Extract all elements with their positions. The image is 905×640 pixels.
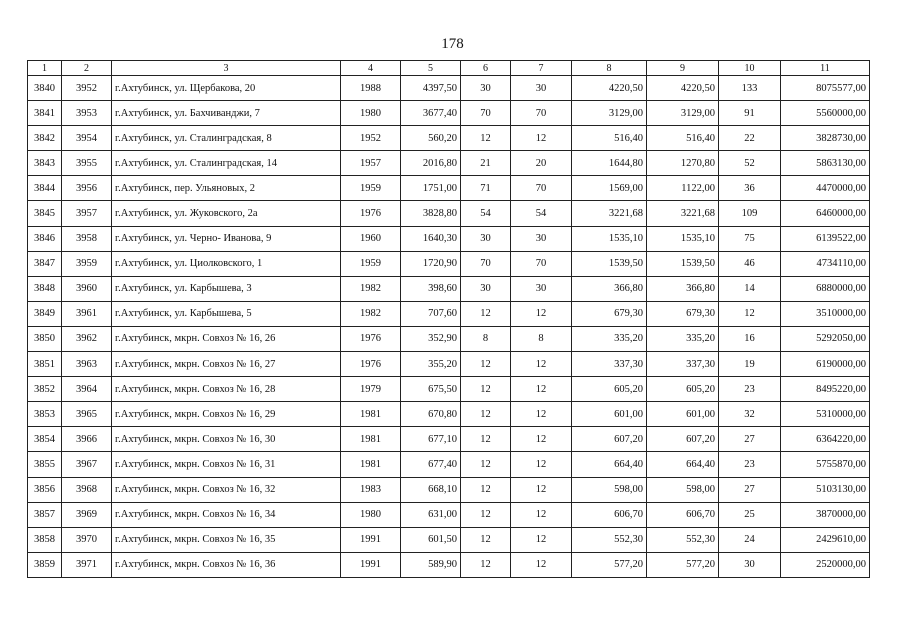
area-cell: 1644,80 xyxy=(572,151,647,176)
area-cell: 355,20 xyxy=(401,352,461,377)
record-id-cell: 3954 xyxy=(62,126,112,151)
value-cell: 12 xyxy=(511,527,572,552)
count-cell: 27 xyxy=(719,477,781,502)
amount-cell: 3828730,00 xyxy=(781,126,870,151)
table-row xyxy=(28,176,870,201)
year-cell: 1988 xyxy=(341,76,401,101)
count-cell: 75 xyxy=(719,226,781,251)
amount-cell: 6190000,00 xyxy=(781,352,870,377)
area-cell: 707,60 xyxy=(401,301,461,326)
amount-cell: 8495220,00 xyxy=(781,377,870,402)
table-row xyxy=(28,226,870,251)
value-cell: 12 xyxy=(461,552,511,577)
table-row xyxy=(28,552,870,577)
table-header-row xyxy=(28,61,870,76)
year-cell: 1959 xyxy=(341,176,401,201)
count-cell: 24 xyxy=(719,527,781,552)
row-number-cell: 3852 xyxy=(28,377,62,402)
address-cell: г.Ахтубинск, ул. Жуковского, 2а xyxy=(112,201,341,226)
address-cell: г.Ахтубинск, ул. Сталинградская, 8 xyxy=(112,126,341,151)
area-cell: 1640,30 xyxy=(401,226,461,251)
area-cell: 560,20 xyxy=(401,126,461,151)
value-cell: 12 xyxy=(461,301,511,326)
count-cell: 23 xyxy=(719,377,781,402)
count-cell: 36 xyxy=(719,176,781,201)
record-id-cell: 3964 xyxy=(62,377,112,402)
record-id-cell: 3957 xyxy=(62,201,112,226)
record-id-cell: 3962 xyxy=(62,326,112,351)
record-id-cell: 3960 xyxy=(62,276,112,301)
area-cell: 4397,50 xyxy=(401,76,461,101)
address-cell: г.Ахтубинск, мкрн. Совхоз № 16, 31 xyxy=(112,452,341,477)
count-cell: 27 xyxy=(719,427,781,452)
column-header: 5 xyxy=(401,61,461,76)
record-id-cell: 3965 xyxy=(62,402,112,427)
value-cell: 30 xyxy=(511,276,572,301)
value-cell: 12 xyxy=(461,377,511,402)
row-number-cell: 3851 xyxy=(28,352,62,377)
row-number-cell: 3843 xyxy=(28,151,62,176)
value-cell: 12 xyxy=(461,477,511,502)
address-cell: г.Ахтубинск, мкрн. Совхоз № 16, 32 xyxy=(112,477,341,502)
year-cell: 1976 xyxy=(341,201,401,226)
row-number-cell: 3849 xyxy=(28,301,62,326)
area-cell: 677,10 xyxy=(401,427,461,452)
area-cell: 598,00 xyxy=(572,477,647,502)
count-cell: 25 xyxy=(719,502,781,527)
count-cell: 14 xyxy=(719,276,781,301)
address-cell: г.Ахтубинск, ул. Бахчиванджи, 7 xyxy=(112,101,341,126)
row-number-cell: 3855 xyxy=(28,452,62,477)
address-cell: г.Ахтубинск, мкрн. Совхоз № 16, 26 xyxy=(112,326,341,351)
area-cell: 1270,80 xyxy=(647,151,719,176)
year-cell: 1981 xyxy=(341,427,401,452)
amount-cell: 3870000,00 xyxy=(781,502,870,527)
table-row xyxy=(28,326,870,351)
address-cell: г.Ахтубинск, мкрн. Совхоз № 16, 29 xyxy=(112,402,341,427)
record-id-cell: 3966 xyxy=(62,427,112,452)
value-cell: 12 xyxy=(511,452,572,477)
amount-cell: 5560000,00 xyxy=(781,101,870,126)
year-cell: 1982 xyxy=(341,276,401,301)
amount-cell: 4470000,00 xyxy=(781,176,870,201)
address-cell: г.Ахтубинск, ул. Черно- Иванова, 9 xyxy=(112,226,341,251)
area-cell: 605,20 xyxy=(647,377,719,402)
value-cell: 54 xyxy=(511,201,572,226)
amount-cell: 4734110,00 xyxy=(781,251,870,276)
record-id-cell: 3967 xyxy=(62,452,112,477)
column-header: 10 xyxy=(719,61,781,76)
year-cell: 1980 xyxy=(341,101,401,126)
record-id-cell: 3963 xyxy=(62,352,112,377)
area-cell: 335,20 xyxy=(572,326,647,351)
count-cell: 133 xyxy=(719,76,781,101)
row-number-cell: 3847 xyxy=(28,251,62,276)
record-id-cell: 3961 xyxy=(62,301,112,326)
area-cell: 606,70 xyxy=(572,502,647,527)
count-cell: 52 xyxy=(719,151,781,176)
row-number-cell: 3859 xyxy=(28,552,62,577)
column-header: 1 xyxy=(28,61,62,76)
housing-register-table xyxy=(27,60,870,578)
year-cell: 1976 xyxy=(341,352,401,377)
area-cell: 3221,68 xyxy=(572,201,647,226)
count-cell: 12 xyxy=(719,301,781,326)
value-cell: 8 xyxy=(511,326,572,351)
record-id-cell: 3968 xyxy=(62,477,112,502)
table-row xyxy=(28,452,870,477)
year-cell: 1982 xyxy=(341,301,401,326)
year-cell: 1983 xyxy=(341,477,401,502)
value-cell: 21 xyxy=(461,151,511,176)
count-cell: 16 xyxy=(719,326,781,351)
column-header: 7 xyxy=(511,61,572,76)
table-row xyxy=(28,251,870,276)
value-cell: 70 xyxy=(511,176,572,201)
value-cell: 30 xyxy=(461,76,511,101)
amount-cell: 5103130,00 xyxy=(781,477,870,502)
area-cell: 598,00 xyxy=(647,477,719,502)
area-cell: 607,20 xyxy=(572,427,647,452)
row-number-cell: 3856 xyxy=(28,477,62,502)
record-id-cell: 3958 xyxy=(62,226,112,251)
year-cell: 1981 xyxy=(341,402,401,427)
year-cell: 1980 xyxy=(341,502,401,527)
amount-cell: 5863130,00 xyxy=(781,151,870,176)
year-cell: 1991 xyxy=(341,552,401,577)
row-number-cell: 3842 xyxy=(28,126,62,151)
year-cell: 1981 xyxy=(341,452,401,477)
record-id-cell: 3970 xyxy=(62,527,112,552)
record-id-cell: 3971 xyxy=(62,552,112,577)
column-header: 2 xyxy=(62,61,112,76)
value-cell: 71 xyxy=(461,176,511,201)
area-cell: 1535,10 xyxy=(572,226,647,251)
count-cell: 91 xyxy=(719,101,781,126)
value-cell: 70 xyxy=(461,251,511,276)
year-cell: 1979 xyxy=(341,377,401,402)
count-cell: 22 xyxy=(719,126,781,151)
value-cell: 30 xyxy=(511,226,572,251)
year-cell: 1952 xyxy=(341,126,401,151)
row-number-cell: 3841 xyxy=(28,101,62,126)
amount-cell: 6139522,00 xyxy=(781,226,870,251)
column-header: 6 xyxy=(461,61,511,76)
area-cell: 605,20 xyxy=(572,377,647,402)
row-number-cell: 3845 xyxy=(28,201,62,226)
row-number-cell: 3857 xyxy=(28,502,62,527)
area-cell: 398,60 xyxy=(401,276,461,301)
value-cell: 30 xyxy=(461,276,511,301)
table-row xyxy=(28,301,870,326)
area-cell: 3221,68 xyxy=(647,201,719,226)
address-cell: г.Ахтубинск, ул. Щербакова, 20 xyxy=(112,76,341,101)
amount-cell: 6364220,00 xyxy=(781,427,870,452)
area-cell: 1122,00 xyxy=(647,176,719,201)
value-cell: 12 xyxy=(461,527,511,552)
record-id-cell: 3959 xyxy=(62,251,112,276)
column-header: 9 xyxy=(647,61,719,76)
area-cell: 3129,00 xyxy=(572,101,647,126)
record-id-cell: 3952 xyxy=(62,76,112,101)
area-cell: 516,40 xyxy=(572,126,647,151)
area-cell: 337,30 xyxy=(572,352,647,377)
area-cell: 679,30 xyxy=(572,301,647,326)
address-cell: г.Ахтубинск, ул. Карбышева, 3 xyxy=(112,276,341,301)
year-cell: 1957 xyxy=(341,151,401,176)
area-cell: 4220,50 xyxy=(572,76,647,101)
value-cell: 12 xyxy=(461,126,511,151)
value-cell: 12 xyxy=(511,352,572,377)
table-row xyxy=(28,151,870,176)
address-cell: г.Ахтубинск, ул. Карбышева, 5 xyxy=(112,301,341,326)
area-cell: 670,80 xyxy=(401,402,461,427)
row-number-cell: 3850 xyxy=(28,326,62,351)
row-number-cell: 3854 xyxy=(28,427,62,452)
address-cell: г.Ахтубинск, мкрн. Совхоз № 16, 27 xyxy=(112,352,341,377)
table-row xyxy=(28,377,870,402)
value-cell: 12 xyxy=(461,452,511,477)
area-cell: 1569,00 xyxy=(572,176,647,201)
count-cell: 109 xyxy=(719,201,781,226)
value-cell: 30 xyxy=(461,226,511,251)
table-row xyxy=(28,477,870,502)
value-cell: 12 xyxy=(461,427,511,452)
area-cell: 337,30 xyxy=(647,352,719,377)
table-row xyxy=(28,352,870,377)
area-cell: 3828,80 xyxy=(401,201,461,226)
address-cell: г.Ахтубинск, пер. Ульяновых, 2 xyxy=(112,176,341,201)
area-cell: 589,90 xyxy=(401,552,461,577)
count-cell: 46 xyxy=(719,251,781,276)
address-cell: г.Ахтубинск, мкрн. Совхоз № 16, 35 xyxy=(112,527,341,552)
row-number-cell: 3840 xyxy=(28,76,62,101)
address-cell: г.Ахтубинск, ул. Циолковского, 1 xyxy=(112,251,341,276)
area-cell: 3677,40 xyxy=(401,101,461,126)
value-cell: 12 xyxy=(511,126,572,151)
table-body xyxy=(28,76,870,578)
column-header: 11 xyxy=(781,61,870,76)
record-id-cell: 3969 xyxy=(62,502,112,527)
column-header: 4 xyxy=(341,61,401,76)
table-row xyxy=(28,276,870,301)
area-cell: 1751,00 xyxy=(401,176,461,201)
amount-cell: 2429610,00 xyxy=(781,527,870,552)
amount-cell: 3510000,00 xyxy=(781,301,870,326)
area-cell: 4220,50 xyxy=(647,76,719,101)
area-cell: 601,00 xyxy=(647,402,719,427)
row-number-cell: 3853 xyxy=(28,402,62,427)
area-cell: 606,70 xyxy=(647,502,719,527)
amount-cell: 5292050,00 xyxy=(781,326,870,351)
area-cell: 1539,50 xyxy=(647,251,719,276)
column-header: 3 xyxy=(112,61,341,76)
table-row xyxy=(28,427,870,452)
value-cell: 20 xyxy=(511,151,572,176)
year-cell: 1976 xyxy=(341,326,401,351)
page-number: 178 xyxy=(441,36,464,52)
value-cell: 8 xyxy=(461,326,511,351)
area-cell: 366,80 xyxy=(647,276,719,301)
table-row xyxy=(28,527,870,552)
amount-cell: 6880000,00 xyxy=(781,276,870,301)
value-cell: 12 xyxy=(511,377,572,402)
area-cell: 2016,80 xyxy=(401,151,461,176)
area-cell: 577,20 xyxy=(647,552,719,577)
count-cell: 19 xyxy=(719,352,781,377)
record-id-cell: 3953 xyxy=(62,101,112,126)
row-number-cell: 3844 xyxy=(28,176,62,201)
table-row xyxy=(28,402,870,427)
value-cell: 12 xyxy=(461,352,511,377)
table-row xyxy=(28,502,870,527)
area-cell: 552,30 xyxy=(572,527,647,552)
year-cell: 1959 xyxy=(341,251,401,276)
column-header: 8 xyxy=(572,61,647,76)
year-cell: 1960 xyxy=(341,226,401,251)
record-id-cell: 3956 xyxy=(62,176,112,201)
value-cell: 70 xyxy=(511,101,572,126)
area-cell: 601,00 xyxy=(572,402,647,427)
area-cell: 601,50 xyxy=(401,527,461,552)
area-cell: 675,50 xyxy=(401,377,461,402)
address-cell: г.Ахтубинск, мкрн. Совхоз № 16, 30 xyxy=(112,427,341,452)
value-cell: 12 xyxy=(511,477,572,502)
row-number-cell: 3846 xyxy=(28,226,62,251)
area-cell: 1720,90 xyxy=(401,251,461,276)
amount-cell: 6460000,00 xyxy=(781,201,870,226)
amount-cell: 5310000,00 xyxy=(781,402,870,427)
area-cell: 552,30 xyxy=(647,527,719,552)
value-cell: 12 xyxy=(511,552,572,577)
address-cell: г.Ахтубинск, мкрн. Совхоз № 16, 34 xyxy=(112,502,341,527)
amount-cell: 2520000,00 xyxy=(781,552,870,577)
record-id-cell: 3955 xyxy=(62,151,112,176)
address-cell: г.Ахтубинск, мкрн. Совхоз № 16, 36 xyxy=(112,552,341,577)
count-cell: 30 xyxy=(719,552,781,577)
row-number-cell: 3858 xyxy=(28,527,62,552)
amount-cell: 5755870,00 xyxy=(781,452,870,477)
area-cell: 664,40 xyxy=(647,452,719,477)
area-cell: 668,10 xyxy=(401,477,461,502)
table-row xyxy=(28,126,870,151)
table-row xyxy=(28,76,870,101)
value-cell: 30 xyxy=(511,76,572,101)
area-cell: 607,20 xyxy=(647,427,719,452)
value-cell: 12 xyxy=(461,502,511,527)
count-cell: 23 xyxy=(719,452,781,477)
count-cell: 32 xyxy=(719,402,781,427)
area-cell: 1539,50 xyxy=(572,251,647,276)
area-cell: 664,40 xyxy=(572,452,647,477)
value-cell: 12 xyxy=(511,301,572,326)
value-cell: 12 xyxy=(511,427,572,452)
address-cell: г.Ахтубинск, мкрн. Совхоз № 16, 28 xyxy=(112,377,341,402)
area-cell: 677,40 xyxy=(401,452,461,477)
area-cell: 366,80 xyxy=(572,276,647,301)
area-cell: 1535,10 xyxy=(647,226,719,251)
table-row xyxy=(28,201,870,226)
value-cell: 70 xyxy=(461,101,511,126)
amount-cell: 8075577,00 xyxy=(781,76,870,101)
area-cell: 679,30 xyxy=(647,301,719,326)
value-cell: 12 xyxy=(511,502,572,527)
address-cell: г.Ахтубинск, ул. Сталинградская, 14 xyxy=(112,151,341,176)
area-cell: 352,90 xyxy=(401,326,461,351)
area-cell: 3129,00 xyxy=(647,101,719,126)
year-cell: 1991 xyxy=(341,527,401,552)
row-number-cell: 3848 xyxy=(28,276,62,301)
area-cell: 631,00 xyxy=(401,502,461,527)
value-cell: 12 xyxy=(511,402,572,427)
table-row xyxy=(28,101,870,126)
area-cell: 516,40 xyxy=(647,126,719,151)
value-cell: 70 xyxy=(511,251,572,276)
area-cell: 335,20 xyxy=(647,326,719,351)
value-cell: 54 xyxy=(461,201,511,226)
area-cell: 577,20 xyxy=(572,552,647,577)
value-cell: 12 xyxy=(461,402,511,427)
